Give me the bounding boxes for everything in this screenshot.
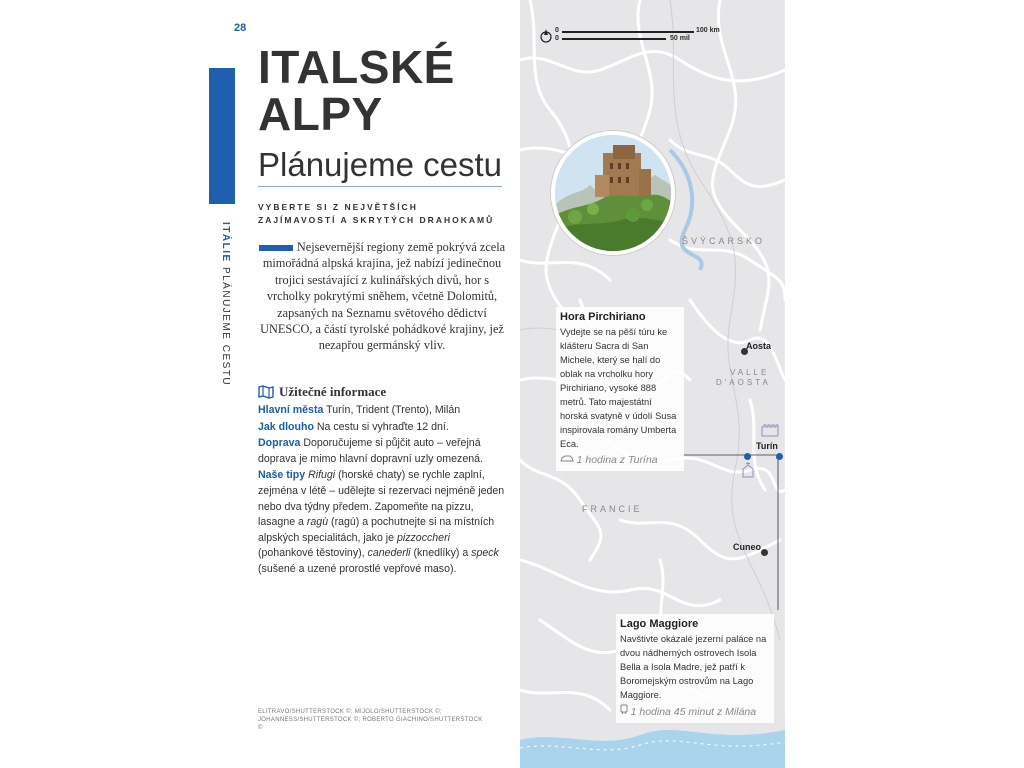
callout-hora-pirchiriano bbox=[556, 307, 684, 471]
scale-bar-mi bbox=[562, 38, 666, 40]
page-subtitle: Plánujeme cestu bbox=[258, 146, 502, 183]
info-key: Jak dlouho bbox=[258, 420, 314, 433]
credits-line-2: JOHANNESS/SHUTTERSTOCK ©; ROBERTO GIACHINO/SHUTTERSTOCK © bbox=[258, 717, 483, 731]
map-scale bbox=[540, 26, 740, 46]
monastery-photo bbox=[551, 131, 675, 255]
info-value: (horské chaty) se rychle zaplní, zejména v létě – udělejte si rezervaci nejméně jeden nebo dva týdny předem. Zapomeňte na pizzu, lasagne a bbox=[258, 469, 505, 529]
info-value: (knedlíky) a bbox=[410, 547, 472, 560]
info-item-capitals bbox=[258, 403, 508, 419]
callout-title: Hora Pirchiriano bbox=[560, 311, 646, 323]
info-term: ragù bbox=[306, 516, 329, 529]
info-key: Naše tipy bbox=[258, 469, 306, 482]
callout-text: Navštivte okázalé jezerní paláce na dvou nádherných ostrovech Isola Bella a Isola Madre, jež patří k Boromejským ostrovům na Lago Maggiore. bbox=[620, 634, 767, 700]
city-label-turin: Turín bbox=[756, 441, 778, 451]
callout-time bbox=[620, 704, 770, 719]
info-term: canederli bbox=[367, 547, 411, 560]
region-label-francie: FRANCIE bbox=[582, 504, 643, 514]
photo-credits bbox=[258, 708, 488, 732]
credits-line-1: ELITRAVO/SHUTTERSTOCK ©; MIJOLO/SHUTTERSTOCK ©; bbox=[258, 709, 442, 715]
compass-icon bbox=[540, 29, 552, 43]
title-divider bbox=[258, 186, 502, 187]
title-line-2: ALPY bbox=[258, 88, 383, 140]
scale-zero-km: 0 bbox=[555, 27, 559, 34]
running-head-section: PLÁNUJEME CESTU bbox=[220, 266, 231, 387]
callout-title: Lago Maggiore bbox=[620, 618, 699, 630]
info-term: pizzoccheri bbox=[396, 531, 450, 544]
city-marker-turin[interactable] bbox=[776, 453, 783, 460]
info-item-transport bbox=[258, 436, 508, 467]
info-heading bbox=[258, 384, 386, 400]
info-item-duration bbox=[258, 420, 508, 436]
kicker-line-2: ZAJÍMAVOSTÍ A SKRYTÝCH DRAHOKAMŮ bbox=[258, 215, 495, 225]
intro-paragraph bbox=[258, 239, 506, 354]
map-book-icon bbox=[258, 385, 274, 399]
info-heading-text: Užitečné informace bbox=[279, 384, 387, 399]
info-value: Turín, Trident (Trento), Milán bbox=[323, 404, 461, 416]
callout-time bbox=[560, 453, 680, 467]
kicker bbox=[258, 201, 518, 227]
page-number: 28 bbox=[234, 22, 247, 34]
scale-bar-km bbox=[562, 31, 694, 33]
info-value: (pohankové těstoviny), bbox=[258, 547, 368, 560]
city-label-aosta: Aosta bbox=[746, 341, 772, 351]
church-icon bbox=[741, 462, 755, 478]
running-head-country: ITÁLIE bbox=[220, 222, 231, 263]
scale-zero-mi: 0 bbox=[555, 35, 559, 42]
info-term: Rifugi bbox=[308, 469, 336, 482]
info-key: Hlavní města bbox=[258, 404, 324, 416]
car-icon bbox=[560, 455, 574, 463]
region-label-daosta: D'AOSTA bbox=[716, 378, 771, 387]
info-item-tips bbox=[258, 468, 508, 577]
poi-marker-pirchiriano[interactable] bbox=[744, 453, 751, 460]
kicker-line-1: VYBERTE SI Z NEJVĚTŠÍCH bbox=[258, 202, 418, 212]
region-label-svycarsko: ŠVÝCARSKO bbox=[682, 236, 766, 246]
region-label-valle: VALLE bbox=[730, 368, 770, 377]
info-value: Na cestu si vyhraďte 12 dní. bbox=[313, 420, 449, 433]
callout-time-text: 1 hodina z Turína bbox=[576, 454, 658, 466]
info-list bbox=[258, 403, 508, 579]
city-label-cuneo: Cuneo bbox=[733, 542, 761, 552]
info-key: Doprava bbox=[258, 437, 301, 450]
callout-text: Vydejte se na pěší túru ke klášteru Sacra di San Michele, který se halí do oblak na vrcholku hory Pirchiriano, vysoké 888 metrů. Tato majestátní horská svatyně v údolí Susa inspirovala romány Umberta Eca. bbox=[560, 327, 677, 449]
train-icon bbox=[620, 704, 628, 715]
title-line-1: ITALSKÉ bbox=[258, 41, 455, 93]
info-value: (sušené a uzené prorostlé vepřové maso). bbox=[258, 562, 457, 575]
city-marker-cuneo[interactable] bbox=[761, 549, 768, 556]
page-title bbox=[258, 41, 455, 140]
section-tab bbox=[209, 68, 235, 204]
scale-km-label: 100 km bbox=[696, 27, 720, 34]
info-term: speck bbox=[471, 547, 499, 560]
running-head bbox=[220, 222, 231, 386]
intro-accent-bar bbox=[259, 245, 293, 251]
info-value: Doporučujeme si půjčit auto – veřejná doprava je mimo hlavní dopravní uzly omezená. bbox=[258, 437, 483, 465]
callout-lago-maggiore bbox=[616, 614, 774, 723]
info-value: (ragú) a pochutnejte si na místních alpských specialitách, jako je bbox=[258, 516, 495, 544]
intro-text: Nejsevernější regiony země pokrývá zcela mimořádná alpská krajina, jež nabízí jedinečnou trojici sestávající z kulinářských divů, hor s vrcholky pokrytými sněhem, včetně Dolomitů, zapsaných na Seznamu světového dědictví UNESCO, a částí tyrolské pohádkové krajiny, jež nezapřou germánský vliv. bbox=[260, 240, 506, 353]
sacra-di-san-michele-illustration bbox=[555, 135, 671, 251]
callout-time-text: 1 hodina 45 minut z Milána bbox=[630, 706, 757, 718]
castle-icon bbox=[760, 423, 780, 437]
scale-mi-label: 50 mil bbox=[670, 35, 690, 42]
